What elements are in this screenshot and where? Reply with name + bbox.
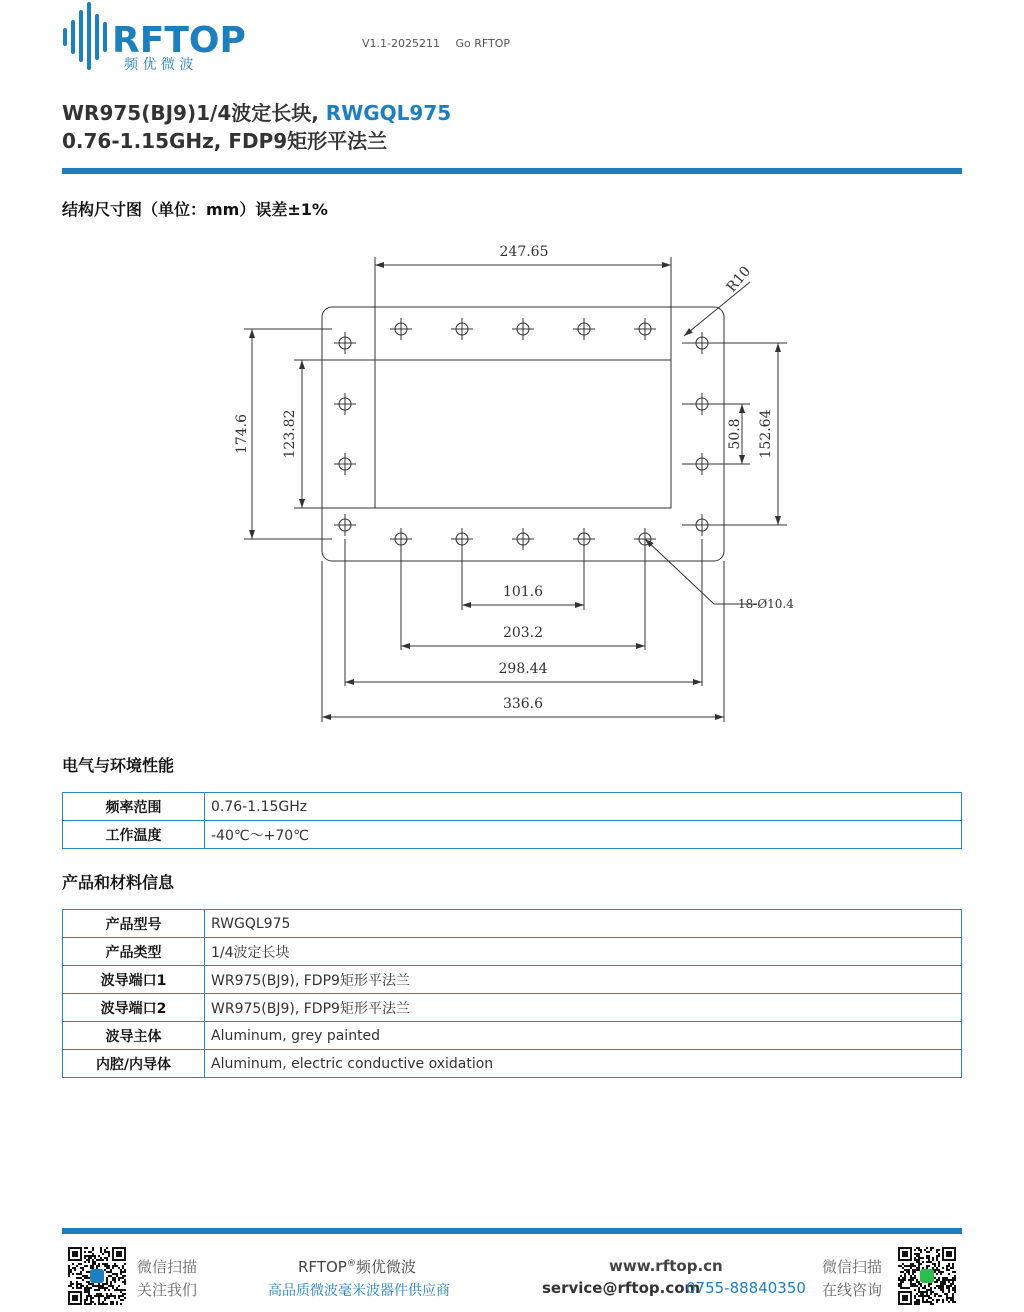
footer-consult-label: 在线咨询 — [822, 1281, 883, 1299]
row-value: Aluminum, electric conductive oxidation — [205, 1050, 962, 1078]
page-subtitle: 0.76-1.15GHz, FDP9矩形平法兰 — [62, 129, 388, 153]
go-rftop-link[interactable]: Go RFTOP — [455, 37, 511, 50]
table-row — [63, 1022, 962, 1050]
dim-336-label: 336.6 — [502, 696, 544, 712]
row-label: 工作温度 — [63, 821, 205, 849]
svg-text:RFTOP: RFTOP — [112, 20, 246, 61]
electrical-heading: 电气与环境性能 — [62, 756, 175, 775]
footer-scan-label: 微信扫描 — [137, 1258, 198, 1276]
footer-email[interactable]: service@rftop.com — [542, 1279, 701, 1297]
dim-outer-height-label: 174.6 — [234, 413, 250, 455]
row-label: 波导端口1 — [63, 966, 205, 994]
page-title — [62, 97, 451, 126]
table-row — [63, 966, 962, 994]
dim-radius-label: R10 — [723, 263, 755, 296]
table-row — [63, 1050, 962, 1078]
drawing-heading: 结构尺寸图（单位：mm）误差±1% — [62, 200, 328, 219]
brand-name: RFTOP — [298, 1258, 347, 1276]
version-label: V1.1-2025211 — [362, 37, 440, 50]
row-label: 内腔/内导体 — [63, 1050, 205, 1078]
row-label: 波导端口2 — [63, 994, 205, 1022]
footer-follow-label: 关注我们 — [137, 1281, 198, 1299]
dim-101-label: 101.6 — [502, 584, 544, 600]
product-table — [62, 909, 962, 1078]
qr-code-consult[interactable] — [898, 1247, 956, 1305]
dim-right-small-label: 50.8 — [727, 418, 743, 450]
footer-phone[interactable]: 0755-88840350 — [686, 1279, 806, 1297]
table-row — [63, 938, 962, 966]
header-divider — [62, 168, 962, 174]
row-value: 1/4波定长块 — [205, 938, 962, 966]
version-info — [362, 37, 510, 50]
footer-scan-label-right: 微信扫描 — [822, 1258, 883, 1276]
title-prefix: WR975(BJ9)1/4波定长块, — [62, 101, 326, 125]
dim-top-label: 247.65 — [499, 244, 549, 260]
svg-text:频 优 微 波: 频 优 微 波 — [124, 57, 194, 73]
row-value: WR975(BJ9), FDP9矩形平法兰 — [205, 994, 962, 1022]
footer-website[interactable]: www.rftop.cn — [609, 1257, 723, 1275]
row-value: RWGQL975 — [205, 910, 962, 938]
table-row — [63, 994, 962, 1022]
footer-divider — [62, 1228, 962, 1234]
flange-outline — [322, 307, 724, 561]
electrical-table — [62, 792, 962, 849]
dim-203-label: 203.2 — [502, 625, 544, 641]
row-label: 产品类型 — [63, 938, 205, 966]
table-row — [63, 793, 962, 821]
dim-inner-height-label: 123.82 — [282, 409, 298, 459]
row-label: 产品型号 — [63, 910, 205, 938]
row-value: -40℃～+70℃ — [205, 821, 962, 849]
row-value: 0.76-1.15GHz — [205, 793, 962, 821]
dim-298-label: 298.44 — [498, 661, 548, 677]
footer-brand — [298, 1256, 416, 1277]
row-label: 频率范围 — [63, 793, 205, 821]
bolt-holes — [334, 318, 713, 550]
dimension-drawing — [222, 232, 802, 732]
brand-registered: ® — [346, 1259, 356, 1269]
row-label: 波导主体 — [63, 1022, 205, 1050]
row-value: WR975(BJ9), FDP9矩形平法兰 — [205, 966, 962, 994]
rftop-logo — [62, 0, 272, 80]
footer-tagline: 高品质微波毫米波器件供应商 — [268, 1283, 450, 1299]
qr-code-follow[interactable] — [68, 1247, 126, 1305]
brand-cn: 频优微波 — [355, 1258, 416, 1276]
cavity-outline — [375, 360, 671, 508]
dim-holes-label: 18-Ø10.4 — [738, 597, 794, 611]
model-link[interactable]: RWGQL975 — [325, 101, 452, 125]
row-value: Aluminum, grey painted — [205, 1022, 962, 1050]
table-row — [63, 910, 962, 938]
product-heading: 产品和材料信息 — [62, 873, 175, 892]
dim-right-large-label: 152.64 — [758, 409, 774, 459]
table-row — [63, 821, 962, 849]
